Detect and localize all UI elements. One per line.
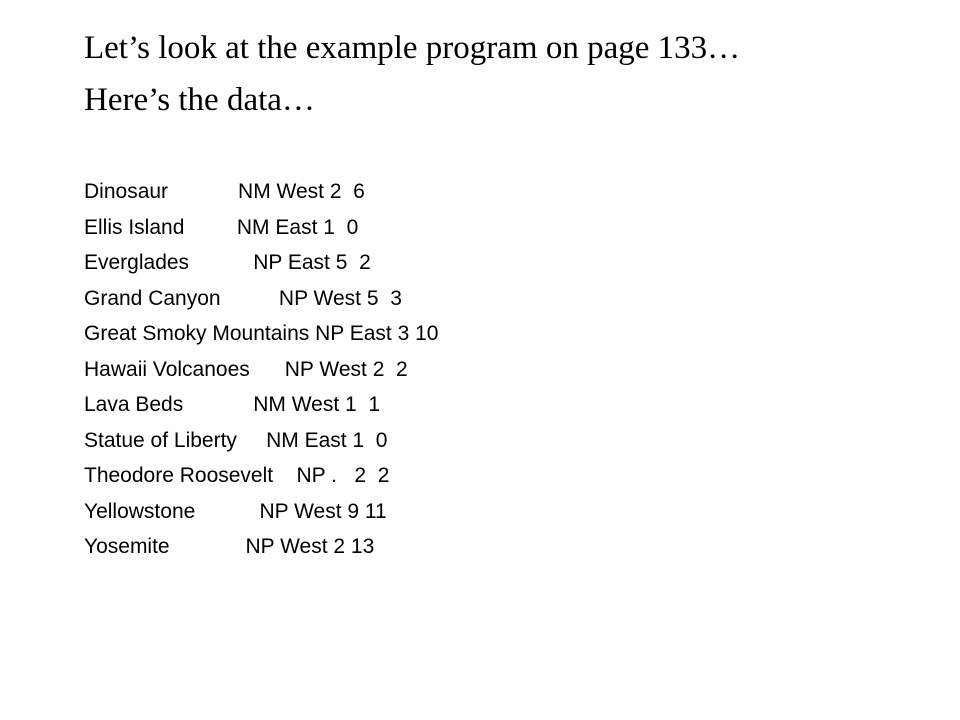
data-row: Everglades NP East 5 2 [84, 251, 371, 274]
data-row: Yosemite NP West 2 13 [84, 535, 375, 558]
data-row: Dinosaur NM West 2 6 [84, 180, 365, 203]
data-row: Hawaii Volcanoes NP West 2 2 [84, 357, 408, 381]
data-row: Lava Beds NM West 1 1 [84, 393, 381, 416]
data-listing [84, 174, 944, 565]
heading-block [84, 22, 944, 126]
data-row: Ellis Island NM East 1 0 [84, 215, 359, 239]
heading-line-2: Here’s the data… [84, 82, 315, 118]
data-row: Great Smoky Mountains NP East 3 10 [84, 322, 439, 345]
data-row: Theodore Roosevelt NP . 2 2 [84, 464, 390, 487]
data-row: Yellowstone NP West 9 11 [84, 499, 387, 523]
data-row: Grand Canyon NP West 5 3 [84, 286, 402, 310]
heading-line-1: Let’s look at the example program on page 133… [84, 30, 741, 66]
data-row: Statue of Liberty NM East 1 0 [84, 428, 388, 452]
